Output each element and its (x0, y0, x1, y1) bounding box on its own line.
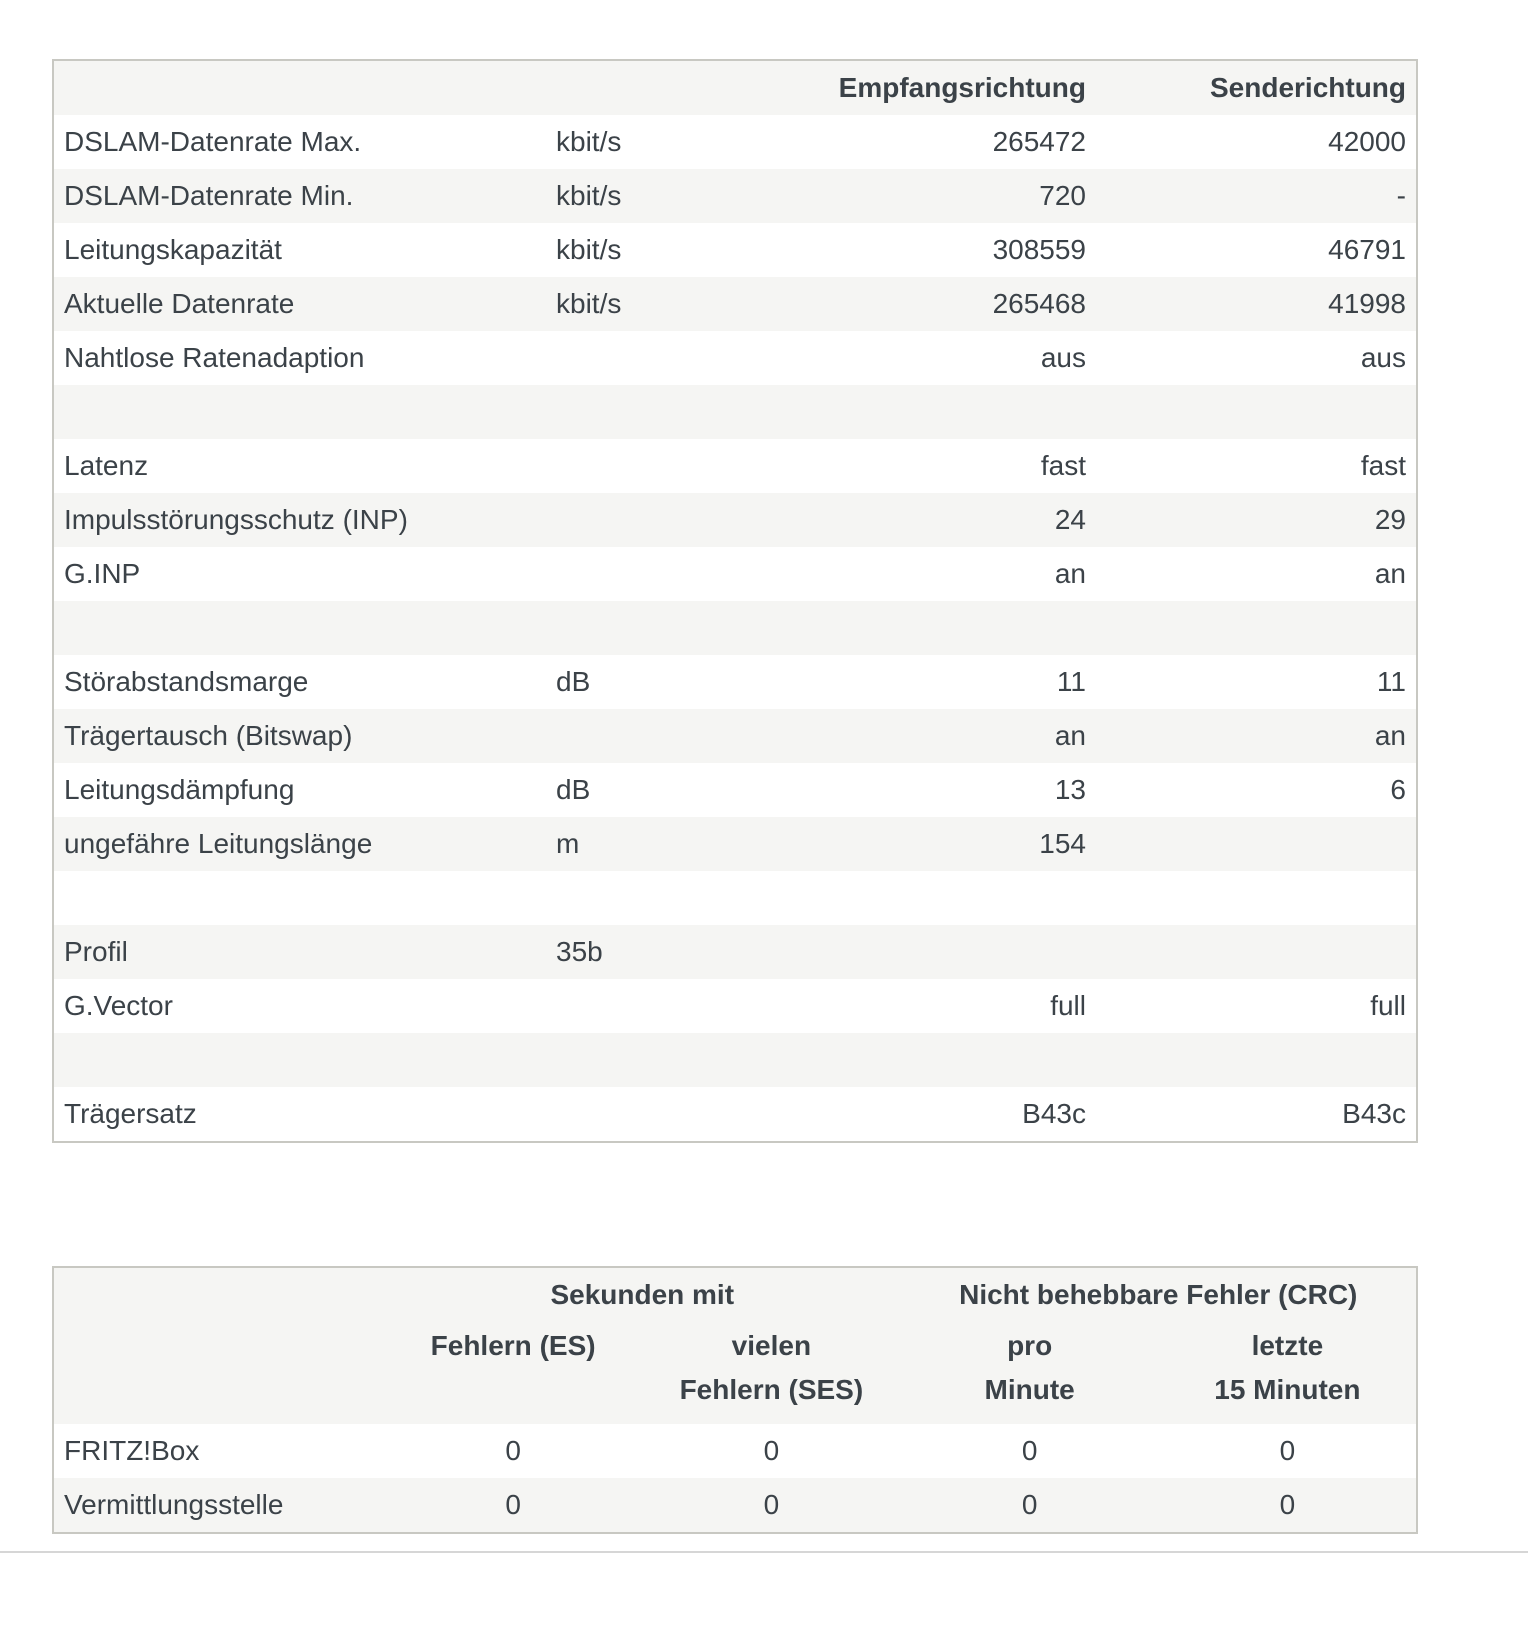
row-downstream-value: 308559 (796, 223, 1096, 277)
table-row (53, 223, 1417, 277)
header-upstream: Senderichtung (1096, 60, 1417, 115)
row-label: Leitungsdämpfung (53, 763, 546, 817)
row-unit: dB (546, 763, 796, 817)
row-unit (546, 385, 796, 439)
crc-15-minutes-value: 0 (1159, 1478, 1417, 1533)
crc-per-minute-value: 0 (901, 1478, 1159, 1533)
row-upstream-value (1096, 1033, 1417, 1087)
row-upstream-value: 11 (1096, 655, 1417, 709)
spacer-row (53, 1033, 1417, 1087)
row-downstream-value: 154 (796, 817, 1096, 871)
subheader-last-15-line1: letzte (1251, 1330, 1324, 1361)
row-label: Impulsstörungsschutz (INP) (53, 493, 546, 547)
row-downstream-value: 265472 (796, 115, 1096, 169)
row-upstream-value: 42000 (1096, 115, 1417, 169)
header-crc: Nicht behebbare Fehler (CRC) (901, 1267, 1418, 1322)
row-downstream-value (796, 601, 1096, 655)
row-label: DSLAM-Datenrate Max. (53, 115, 546, 169)
error-statistics-table (52, 1266, 1418, 1534)
table-row (53, 115, 1417, 169)
table-row (53, 547, 1417, 601)
row-upstream-value (1096, 925, 1417, 979)
table-row (53, 709, 1417, 763)
row-downstream-value: full (796, 979, 1096, 1033)
crc-per-minute-value: 0 (901, 1424, 1159, 1478)
table-row (53, 331, 1417, 385)
row-label (53, 871, 546, 925)
subheader-ses-line2: Fehlern (SES) (679, 1374, 864, 1405)
table-row (53, 925, 1417, 979)
subheader-ses-line1: vielen (731, 1330, 812, 1361)
row-unit (546, 1033, 796, 1087)
row-unit (546, 547, 796, 601)
row-unit: kbit/s (546, 115, 796, 169)
row-unit: m (546, 817, 796, 871)
row-downstream-value (796, 925, 1096, 979)
row-label: Nahtlose Ratenadaption (53, 331, 546, 385)
table-row (53, 979, 1417, 1033)
row-unit: 35b (546, 925, 796, 979)
row-label: Profil (53, 925, 546, 979)
subheader-ses (642, 1322, 900, 1424)
spacer-row (53, 871, 1417, 925)
header-unit (546, 60, 796, 115)
row-upstream-value: an (1096, 709, 1417, 763)
row-upstream-value: an (1096, 547, 1417, 601)
row-downstream-value: B43c (796, 1087, 1096, 1142)
row-unit (546, 601, 796, 655)
row-label: Trägersatz (53, 1087, 546, 1142)
row-upstream-value: 29 (1096, 493, 1417, 547)
header-blank (53, 1267, 384, 1322)
table-row (53, 817, 1417, 871)
spacer-row (53, 385, 1417, 439)
spacer-row (53, 601, 1417, 655)
row-label (53, 601, 546, 655)
row-label: DSLAM-Datenrate Min. (53, 169, 546, 223)
row-label: ungefähre Leitungslänge (53, 817, 546, 871)
row-unit (546, 709, 796, 763)
row-upstream-value: B43c (1096, 1087, 1417, 1142)
crc-15-minutes-value: 0 (1159, 1424, 1417, 1478)
row-downstream-value: fast (796, 439, 1096, 493)
row-downstream-value: an (796, 709, 1096, 763)
row-upstream-value (1096, 871, 1417, 925)
subheader-per-minute-line1: pro (1007, 1330, 1053, 1361)
ses-value: 0 (642, 1424, 900, 1478)
subheader-last-15-line2: 15 Minuten (1214, 1374, 1361, 1405)
row-unit: dB (546, 655, 796, 709)
es-value: 0 (384, 1424, 642, 1478)
table-row (53, 1478, 1417, 1533)
row-upstream-value (1096, 385, 1417, 439)
row-downstream-value: 265468 (796, 277, 1096, 331)
header-label (53, 60, 546, 115)
row-upstream-value: 41998 (1096, 277, 1417, 331)
table-row (53, 1087, 1417, 1142)
row-label: Latenz (53, 439, 546, 493)
ses-value: 0 (642, 1478, 900, 1533)
header-seconds-with: Sekunden mit (384, 1267, 901, 1322)
table-row (53, 655, 1417, 709)
row-label: G.INP (53, 547, 546, 601)
row-downstream-value: an (796, 547, 1096, 601)
row-downstream-value: 720 (796, 169, 1096, 223)
row-upstream-value: aus (1096, 331, 1417, 385)
row-upstream-value: full (1096, 979, 1417, 1033)
row-upstream-value (1096, 601, 1417, 655)
row-unit: kbit/s (546, 223, 796, 277)
row-unit: kbit/s (546, 169, 796, 223)
row-downstream-value (796, 1033, 1096, 1087)
row-label (53, 385, 546, 439)
es-value: 0 (384, 1478, 642, 1533)
subheader-per-minute-line2: Minute (984, 1374, 1075, 1405)
row-downstream-value: aus (796, 331, 1096, 385)
dsl-line-info-table (52, 59, 1418, 1143)
row-label (53, 1033, 546, 1087)
row-unit (546, 331, 796, 385)
row-label: Trägertausch (Bitswap) (53, 709, 546, 763)
row-downstream-value (796, 871, 1096, 925)
table-row (53, 763, 1417, 817)
row-label: FRITZ!Box (53, 1424, 384, 1478)
subheader-per-minute (901, 1322, 1159, 1424)
row-upstream-value: 46791 (1096, 223, 1417, 277)
row-unit (546, 439, 796, 493)
row-label: G.Vector (53, 979, 546, 1033)
row-downstream-value: 13 (796, 763, 1096, 817)
footer-divider (0, 1551, 1528, 1553)
row-label: Vermittlungsstelle (53, 1478, 384, 1533)
row-label: Leitungskapazität (53, 223, 546, 277)
row-upstream-value: - (1096, 169, 1417, 223)
row-downstream-value: 11 (796, 655, 1096, 709)
table-row (53, 439, 1417, 493)
row-unit (546, 871, 796, 925)
row-unit (546, 979, 796, 1033)
row-unit: kbit/s (546, 277, 796, 331)
subheader-es-text: Fehlern (ES) (430, 1330, 596, 1361)
row-downstream-value (796, 385, 1096, 439)
table-row (53, 169, 1417, 223)
table-row (53, 1424, 1417, 1478)
row-label: Aktuelle Datenrate (53, 277, 546, 331)
subheader-blank (53, 1322, 384, 1424)
subheader-es (384, 1322, 642, 1424)
table-row (53, 277, 1417, 331)
subheader-last-15-min (1159, 1322, 1417, 1424)
table-row (53, 493, 1417, 547)
row-downstream-value: 24 (796, 493, 1096, 547)
row-label: Störabstandsmarge (53, 655, 546, 709)
header-downstream: Empfangsrichtung (796, 60, 1096, 115)
row-upstream-value (1096, 817, 1417, 871)
row-upstream-value: 6 (1096, 763, 1417, 817)
row-upstream-value: fast (1096, 439, 1417, 493)
row-unit (546, 1087, 796, 1142)
row-unit (546, 493, 796, 547)
